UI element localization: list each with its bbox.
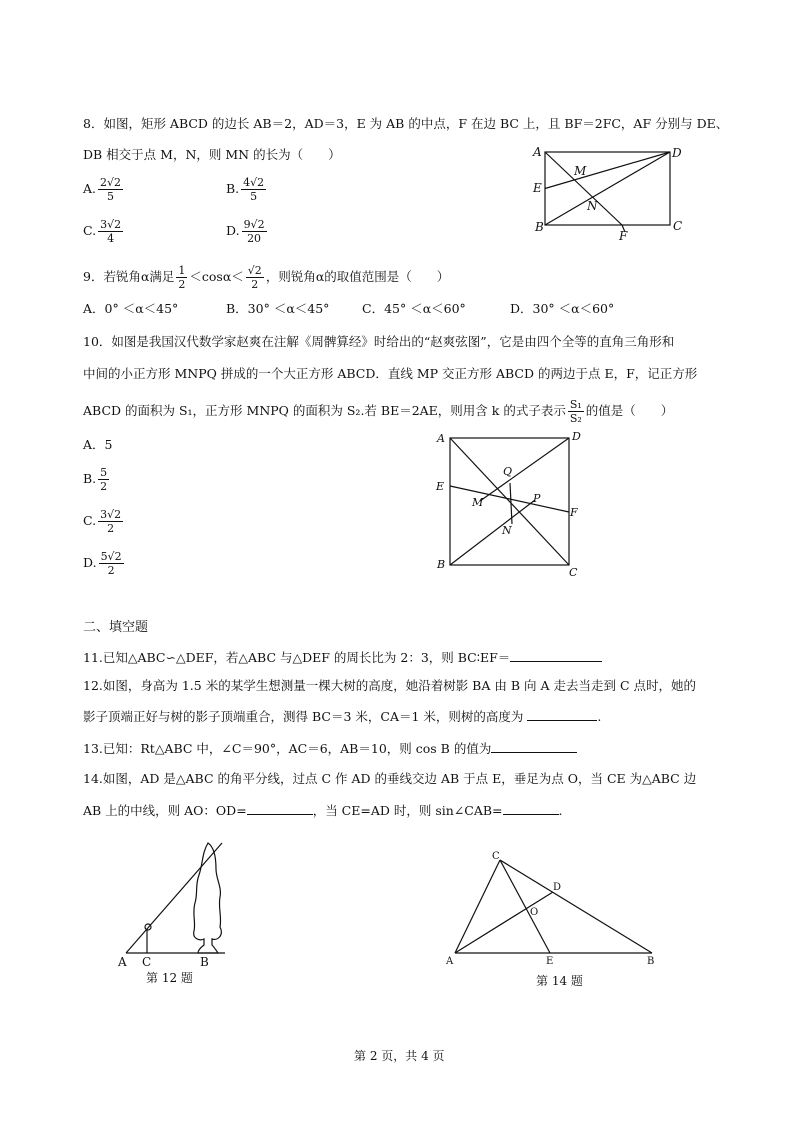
fig14-label-c: C — [492, 851, 500, 862]
section-fill-in-title: 二、填空题 — [83, 620, 149, 635]
fig14-label-a: A — [446, 956, 454, 967]
q9-option-a: A．0° ＜α＜45° — [83, 301, 179, 316]
q9-stem: 9．若锐角α满足 $\frac{1}{2}$ ＜cosα＜ $\frac{√2}{2}$ ，则锐角α的取值范围是（ ） — [83, 264, 450, 291]
q14-line1: 14.如图，AD 是△ABC 的角平分线，过点 C 作 AD 的垂线交边 AB 于点 E，垂足为点 O，当 CE 为△ABC 边 — [83, 771, 697, 786]
q9-option-d: D．30° ＜α＜60° — [510, 301, 615, 316]
q14-line2: AB 上的中线，则 AO：OD= ，当 CE=AD 时，则 sin∠CAB= . — [83, 803, 563, 818]
q8-label-b: B — [535, 220, 544, 234]
q8-label-m: M — [574, 164, 587, 178]
fig14-caption: 第 14 题 — [536, 974, 583, 988]
q8-label-n: N — [587, 199, 598, 213]
q10-label-a: A — [437, 432, 445, 445]
q10-label-b: B — [437, 558, 446, 571]
fig12-caption: 第 12 题 — [146, 971, 193, 985]
q13-stem: 13.已知：Rt△ABC 中，∠C＝90°，AC＝6，AB＝10，则 cos B 的值为 — [83, 740, 577, 757]
q10-label-p: P — [533, 492, 541, 505]
q12-answer-blank[interactable] — [527, 708, 597, 721]
q10-zhao-shuang-figure — [430, 428, 590, 578]
q8-line1: 8．如图，矩形 ABCD 的边长 AB＝2，AD＝3，E 为 AB 的中点，F 在边 BC 上，且 BF＝2FC，AF 分别与 DE、 — [83, 116, 729, 131]
q14-answer-blank-2[interactable] — [503, 802, 559, 815]
q10-option-b: B. $\frac{5}{2}$ — [83, 466, 108, 493]
q9-option-c: C．45° ＜α＜60° — [362, 301, 466, 316]
q10-label-n: N — [502, 524, 512, 537]
page-footer: 第 2 页，共 4 页 — [354, 1049, 445, 1063]
q10-label-d: D — [572, 430, 581, 443]
fig12-label-a: A — [118, 955, 127, 969]
q10-label-f: F — [570, 506, 578, 519]
fig12-label-c: C — [142, 955, 152, 969]
q8-label-a: A — [533, 145, 542, 159]
fig14-triangle-figure — [440, 850, 660, 970]
fig14-label-o: O — [530, 907, 539, 918]
q10-label-m: M — [472, 496, 484, 509]
q8-label-d: D — [672, 146, 682, 160]
q14-answer-blank-1[interactable] — [247, 802, 313, 815]
fig12-tree-shadow-figure — [110, 835, 260, 970]
q12-line1: 12.如图，身高为 1.5 米的某学生想测量一棵大树的高度，她沿着树影 BA 由 B 向 A 走去当走到 C 点时，她的 — [83, 678, 696, 693]
fig14-label-e: E — [546, 956, 554, 967]
q10-option-c: C. $\frac{3√2}{2}$ — [83, 508, 122, 535]
q8-option-a: A. $\frac{2√2}{5}$ — [83, 176, 122, 203]
q10-label-e: E — [436, 480, 445, 493]
q8-option-d: D. $\frac{9√2}{20}$ — [226, 218, 265, 245]
q10-label-q: Q — [503, 465, 513, 478]
q8-label-e: E — [533, 181, 542, 195]
fig12-label-b: B — [200, 955, 209, 969]
fig14-label-d: D — [553, 882, 562, 893]
q8-option-b: B. $\frac{4√2}{5}$ — [226, 176, 265, 203]
q8-rectangle-figure — [530, 140, 690, 245]
q8-option-c: C. $\frac{3√2}{4}$ — [83, 218, 122, 245]
fig14-label-b: B — [647, 956, 655, 967]
q10-label-c: C — [569, 566, 578, 578]
q12-line2: 影子顶端正好与树的影子顶端重合，测得 BC＝3 米，CA＝1 米，则树的高度为 . — [83, 709, 602, 724]
q11-stem: 11.已知△ABC∽△DEF，若△ABC 与△DEF 的周长比为 2：3，则 BC∶EF＝ — [83, 649, 602, 666]
q10-option-a: A．5 — [83, 437, 113, 452]
q10-option-d: D. $\frac{5√2}{2}$ — [83, 550, 122, 577]
q9-option-b: B．30° ＜α＜45° — [226, 301, 330, 316]
q11-answer-blank[interactable] — [510, 649, 602, 662]
q13-answer-blank[interactable] — [491, 740, 577, 753]
q8-line2: DB 相交于点 M，N，则 MN 的长为（ ） — [83, 147, 341, 162]
q10-line1: 10．如图是我国汉代数学家赵爽在注解《周髀算经》时给出的“赵爽弦图”，它是由四个全等的直角三角形和 — [83, 334, 675, 349]
q10-line2: 中间的小正方形 MNPQ 拼成的一个大正方形 ABCD．直线 MP 交正方形 ABCD 的两边于点 E，F，记正方形 — [83, 366, 698, 381]
q8-label-c: C — [673, 219, 683, 233]
q10-line3: ABCD 的面积为 S₁，正方形 MNPQ 的面积为 S₂.若 BE＝2AE，则用含 k 的式子表示 $\frac{\text{S₁}}{\text{S₂}}$ 的值是（ ） — [83, 398, 674, 425]
q8-label-f: F — [619, 229, 628, 243]
